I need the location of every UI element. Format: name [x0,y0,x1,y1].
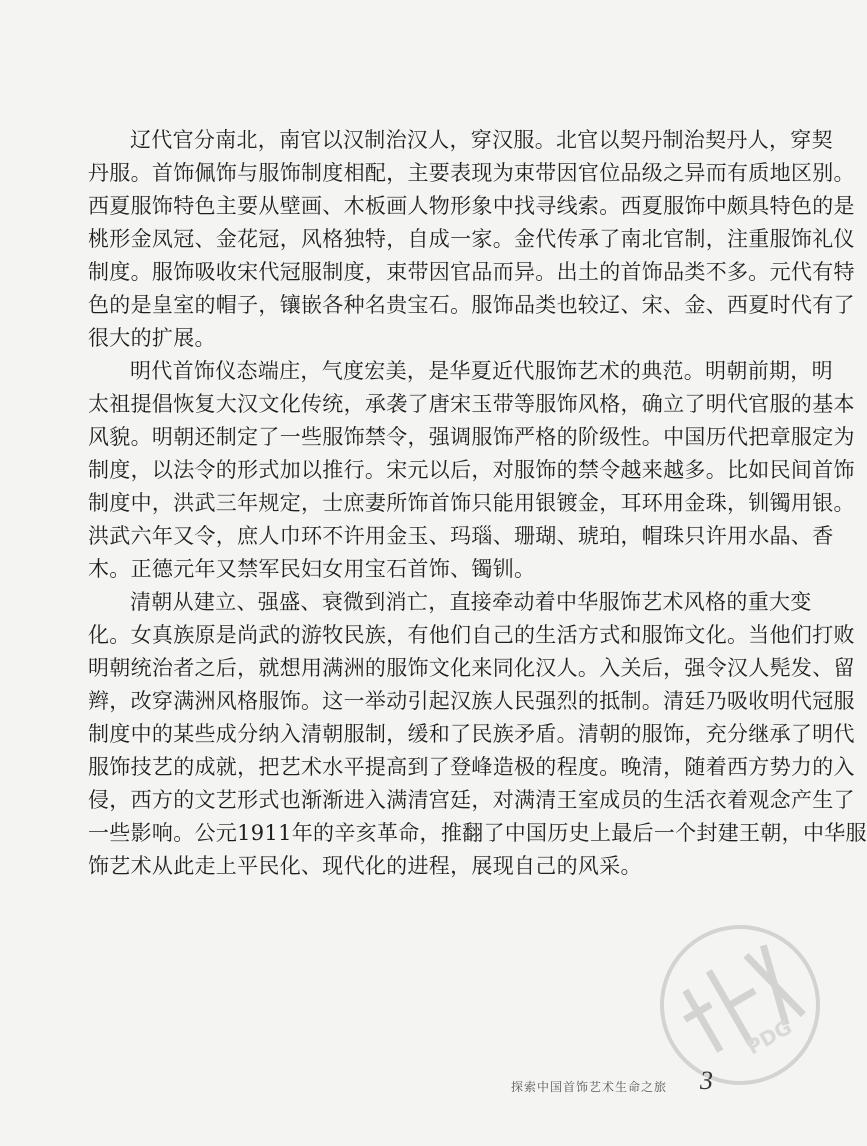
text-line: 明代首饰仪态端庄，气度宏美，是华夏近代服饰艺术的典范。明朝前期，明 [130,359,833,383]
text-line: 很大的扩展。 [88,326,216,350]
text-line: 侵，西方的文艺形式也渐渐进入满清宫廷，对满清王室成员的生活衣着观念产生了 [88,788,855,812]
text-line: 服饰技艺的成就，把艺术水平提高到了登峰造极的程度。晚清，随着西方势力的入 [88,755,855,779]
text-line: 制度中，洪武三年规定，士庶妻所饰首饰只能用银镀金，耳环用金珠，钏镯用银。 [88,491,855,515]
footer-book-title: 探索中国首饰艺术生命之旅 [511,1080,668,1094]
text-line: 木。正德元年又禁军民妇女用宝石首饰、镯钏。 [88,557,536,581]
pdg-watermark [640,905,840,1105]
text-line: 饰艺术从此走上平民化、现代化的进程，展现自己的风采。 [88,854,642,878]
text-line: 色的是皇室的帽子，镶嵌各种名贵宝石。服饰品类也较辽、宋、金、西夏时代有了 [88,293,855,317]
text-line: 制度，以法令的形式加以推行。宋元以后，对服饰的禁令越来越多。比如民间首饰 [88,458,855,482]
text-line: 制度中的某些成分纳入清朝服制，缓和了民族矛盾。清朝的服饰，充分继承了明代 [88,722,855,746]
text-line: 一些影响。公元1911年的辛亥革命，推翻了中国历史上最后一个封建王朝，中华服 [88,821,867,845]
body-text [88,124,867,883]
watermark-label: PDG [742,1014,796,1060]
text-line: 太祖提倡恢复大汉文化传统，承袭了唐宋玉带等服饰风格，确立了明代官服的基本 [88,392,855,416]
text-line: 辫，改穿满洲风格服饰。这一举动引起汉族人民强烈的抵制。清廷乃吸收明代冠服 [88,689,855,713]
text-line: 制度。服饰吸收宋代冠服制度，束带因官品而异。出土的首饰品类不多。元代有特 [88,260,855,284]
page-number: 3 [700,1066,713,1095]
text-line: 清朝从建立、强盛、衰微到消亡，直接牵动着中华服饰艺术风格的重大变 [130,590,812,614]
paragraph-liao-xixia-jin-yuan [88,124,855,355]
text-line: 洪武六年又令，庶人巾环不许用金玉、玛瑙、珊瑚、琥珀，帽珠只许用水晶、香 [88,524,834,548]
text-line: 西夏服饰特色主要从壁画、木板画人物形象中找寻线索。西夏服饰中颇具特色的是 [88,194,855,218]
text-line: 风貌。明朝还制定了一些服饰禁令，强调服饰严格的阶级性。中国历代把章服定为 [88,425,855,449]
text-line: 桃形金凤冠、金花冠，风格独特，自成一家。金代传承了南北官制，注重服饰礼仪 [88,227,855,251]
text-line: 辽代官分南北，南官以汉制治汉人，穿汉服。北官以契丹制治契丹人，穿契 [130,128,833,152]
paragraph-ming-dynasty [88,355,855,586]
paragraph-qing-dynasty [88,586,867,883]
text-line: 明朝统治者之后，就想用满洲的服饰文化来同化汉人。入关后，强令汉人髡发、留 [88,656,855,680]
text-line: 丹服。首饰佩饰与服饰制度相配，主要表现为束带因官位品级之异而有质地区别。 [88,161,855,185]
text-line: 化。女真族原是尚武的游牧民族，有他们自己的生活方式和服饰文化。当他们打败 [88,623,855,647]
